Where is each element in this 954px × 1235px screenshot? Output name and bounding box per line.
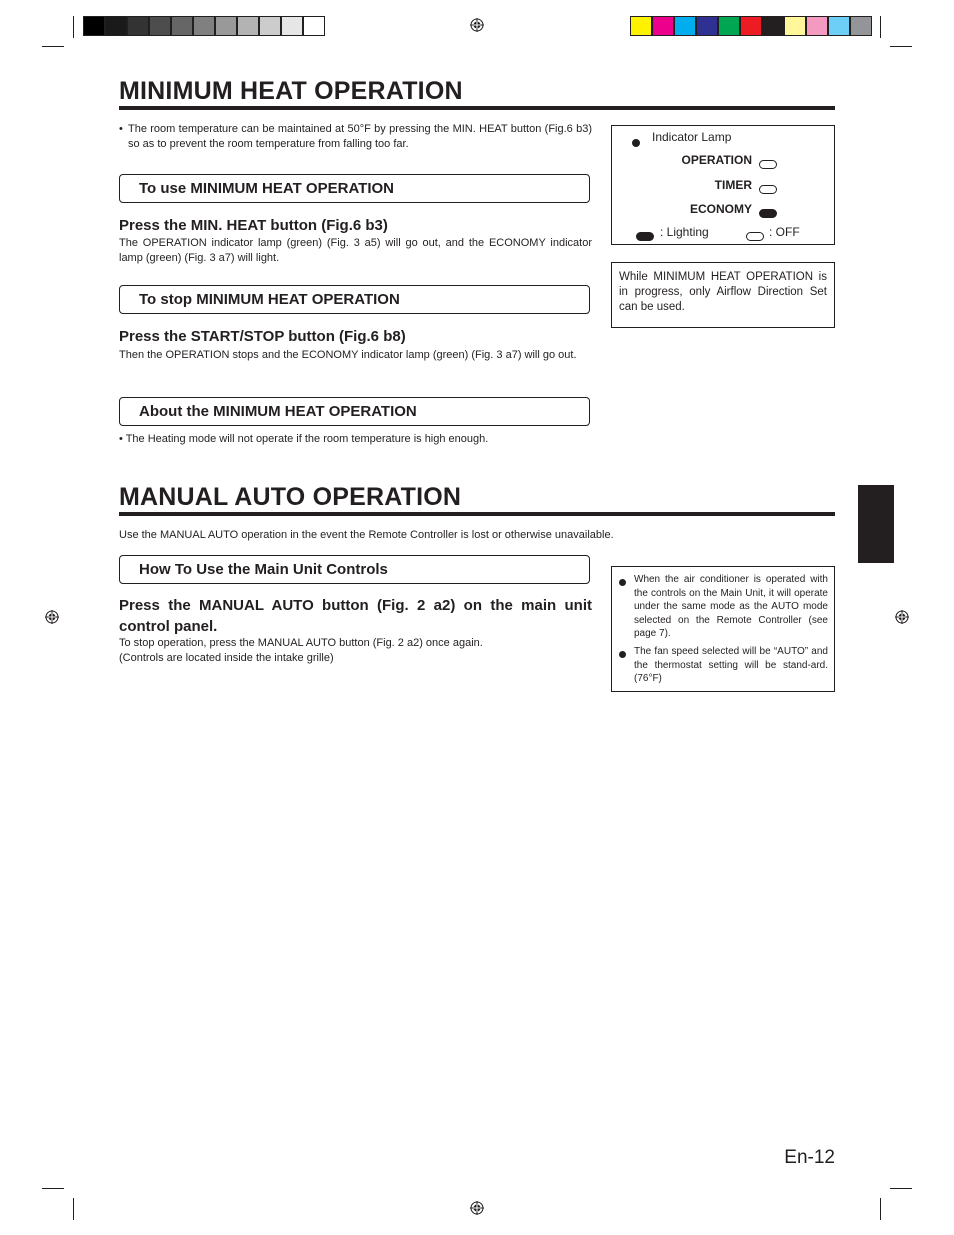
color-swatch [696,16,718,36]
gray-swatch [215,16,237,36]
operation-lamp-label: OPERATION [681,153,752,167]
min-heat-title: MINIMUM HEAT OPERATION [119,76,835,110]
registration-mark-icon [470,1201,484,1215]
timer-lamp-icon [759,181,777,199]
manual-auto-title: MANUAL AUTO OPERATION [119,482,835,516]
gray-swatch [259,16,281,36]
gray-swatch [127,16,149,36]
page-number: En-12 [784,1147,835,1168]
lighting-lamp-icon [636,228,654,246]
manual-auto-body-2: (Controls are located inside the intake grille) [119,652,334,664]
indicator-legend-label: Indicator Lamp [652,130,732,144]
use-min-heat-body: The OPERATION indicator lamp (green) (Fig. 3 a5) will go out, and the ECONOMY indicator lamp (green) (Fig. 3 a7) will light. [119,237,592,264]
use-min-heat-step: Press the MIN. HEAT button (Fig.6 b3) [119,217,388,234]
indicator-legend-dot-icon [632,134,640,152]
manual-auto-step: Press the MANUAL AUTO button (Fig. 2 a2) on the main unit control panel. [119,597,592,635]
gray-swatch [281,16,303,36]
off-label: : OFF [769,225,800,239]
operation-lamp-icon [759,156,777,174]
color-swatch [652,16,674,36]
min-heat-intro [119,122,592,152]
gray-swatch [171,16,193,36]
min-heat-note-box [611,262,835,328]
manual-auto-intro: Use the MANUAL AUTO operation in the event the Remote Controller is lost or otherwise unavailable. [119,529,614,541]
use-min-heat-heading: To use MINIMUM HEAT OPERATION [119,174,590,203]
bullet: • [119,123,123,135]
off-lamp-icon [746,228,764,246]
registration-mark-icon [45,610,59,624]
gray-swatch [193,16,215,36]
gray-swatch [105,16,127,36]
auto-note-item-2: The fan speed selected will be “AUTO” and the thermostat setting will be stand-ard.(76°F) [634,646,828,685]
lighting-label: : Lighting [660,225,709,239]
note-bullet-icon [619,577,626,591]
about-min-heat-body: • The Heating mode will not operate if the room temperature is high enough. [119,433,489,445]
color-swatch [806,16,828,36]
gray-swatch [237,16,259,36]
stop-min-heat-body: Then the OPERATION stops and the ECONOMY indicator lamp (green) (Fig. 3 a7) will go out. [119,349,577,361]
color-swatch [784,16,806,36]
stop-min-heat-heading: To stop MINIMUM HEAT OPERATION [119,285,590,314]
timer-lamp-label: TIMER [714,178,752,192]
auto-note-box [611,566,835,692]
auto-note-item-1: When the air conditioner is operated with the controls on the Main Unit, it will operate under the same mode as the AUTO mode selected on the Remote Controller (see page 7). [634,574,828,640]
color-swatch [850,16,872,36]
gray-swatch [83,16,105,36]
registration-mark-icon [470,18,484,32]
indicator-lamp-box [611,125,835,245]
color-swatch [718,16,740,36]
gray-swatch [149,16,171,36]
registration-mark-icon [895,610,909,624]
how-to-use-heading: How To Use the Main Unit Controls [119,555,590,584]
min-heat-intro-text: The room temperature can be maintained at 50°F by pressing the MIN. HEAT button (Fig.6 b3) so as to prevent the room temperature from falling too far. [128,123,592,150]
manual-auto-body-1: To stop operation, press the MANUAL AUTO button (Fig. 2 a2) once again. [119,637,483,649]
gray-swatch [303,16,325,36]
note-bullet-icon [619,649,626,663]
color-swatch [828,16,850,36]
min-heat-note-text: While MINIMUM HEAT OPERATION is in progress, only Airflow Direction Set can be used. [619,271,827,313]
economy-lamp-icon [759,205,777,223]
stop-min-heat-step: Press the START/STOP button (Fig.6 b8) [119,328,406,345]
color-swatch [674,16,696,36]
economy-lamp-label: ECONOMY [689,202,752,216]
chapter-tab [858,485,894,563]
color-swatch [740,16,762,36]
color-swatch [762,16,784,36]
color-swatch [630,16,652,36]
about-min-heat-heading: About the MINIMUM HEAT OPERATION [119,397,590,426]
